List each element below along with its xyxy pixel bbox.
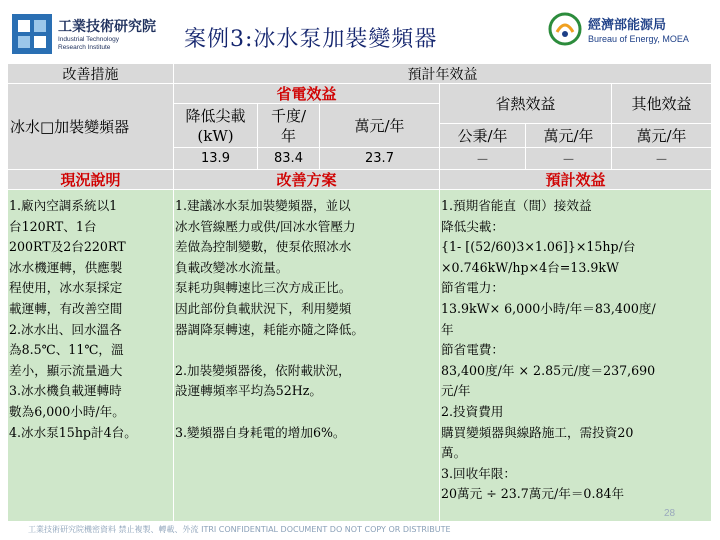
sub-wan-per-year-heat: 萬元/年 xyxy=(526,124,612,148)
status-heading: 現況說明 xyxy=(8,170,174,190)
sub-wan-per-year-other: 萬元/年 xyxy=(612,124,712,148)
boe-logo-icon xyxy=(548,12,582,46)
heat-benefit-heading: 省熱效益 xyxy=(440,84,612,124)
value-wan-per-year-elec: 23.7 xyxy=(320,148,440,170)
sub-kl-per-year: 公秉/年 xyxy=(440,124,526,148)
value-wan-per-year-other: － xyxy=(612,148,712,170)
status-description: 1.廠內空調系統以1 台120RT、1台 200RT及2台220RT 冰水機運轉，供應製 程使用，冰水泵採定 載運轉，有改善空間 2.冰水出、回水溫各 為8.5℃、11℃，溫 差小，顯示流量過大 3.冰水機負載運轉時 數為6,000小時/年。 4.冰水泵15hp計4台。 xyxy=(8,190,174,522)
expected-heading: 預計效益 xyxy=(440,170,712,190)
value-wan-per-year-heat: － xyxy=(526,148,612,170)
value-kl-per-year: － xyxy=(440,148,526,170)
itri-name-chinese: 工業技術研究院 xyxy=(58,19,156,35)
plan-description: 1.建議冰水泵加裝變頻器，並以 冰水管線壓力或供/回冰水管壓力 差做為控制變數，使泵依照冰水 負載改變冰水流量。 泵耗功與轉速比三次方成正比。 因此部份負載狀況下，利用變頻 器調降泵轉速，耗能亦隨之降低。 2.加裝變頻器後，依附載狀況， 設運轉頻率平均為52Hz。 3.變頻器自身耗電的增加6%。 xyxy=(174,190,440,522)
slide-title: 案例3:冰水泵加裝變頻器 xyxy=(184,27,438,52)
page-number: 28 xyxy=(664,508,676,519)
boe-logo xyxy=(548,10,712,54)
itri-name-english: Industrial Technology Research Institute xyxy=(58,36,119,51)
case-table xyxy=(8,64,712,522)
header-annual-benefit: 預計年效益 xyxy=(174,64,712,84)
other-benefit-heading: 其他效益 xyxy=(612,84,712,124)
sub-kwh-per-year: 千度/ 年 xyxy=(258,104,320,148)
plan-heading: 改善方案 xyxy=(174,170,440,190)
sub-peak-load: 降低尖載 (kW) xyxy=(174,104,258,148)
elec-benefit-heading: 省電效益 xyxy=(174,84,440,104)
confidential-footer: 工業技術研究院機密資料 禁止複製、轉載、外流 ITRI CONFIDENTIAL DOCUMENT DO NOT COPY OR DISTRIBUTE xyxy=(28,525,451,534)
itri-logo-icon xyxy=(12,14,52,54)
slide-header xyxy=(0,0,720,64)
value-kwh-per-year: 83.4 xyxy=(258,148,320,170)
measure-name: 冰水□加裝變頻器 xyxy=(8,84,174,170)
boe-name-chinese: 經濟部能源局 xyxy=(588,18,667,33)
value-peak-load: 13.9 xyxy=(174,148,258,170)
boe-name-english: Bureau of Energy, MOEA xyxy=(588,34,689,44)
header-measures: 改善措施 xyxy=(8,64,174,84)
sub-wan-per-year-elec: 萬元/年 xyxy=(320,104,440,148)
expected-description: 1.預期省能直（間）接效益 降低尖載： {1- [(52/60)3×1.06]}×15hp/台 ×0.746kW/hp×4台=13.9kW 節省電力： 13.9kW× 6,000小時/年＝83,400度/ 年 節省電費： 83,400度/年 × 2.85元/度＝237,690 元/年 2.投資費用 購買變頻器與線路施工，需投資20 萬。 3.回收年限： 20萬元 ÷ 23.7萬元/年＝0.84年 xyxy=(440,190,712,522)
itri-logo xyxy=(12,12,162,56)
